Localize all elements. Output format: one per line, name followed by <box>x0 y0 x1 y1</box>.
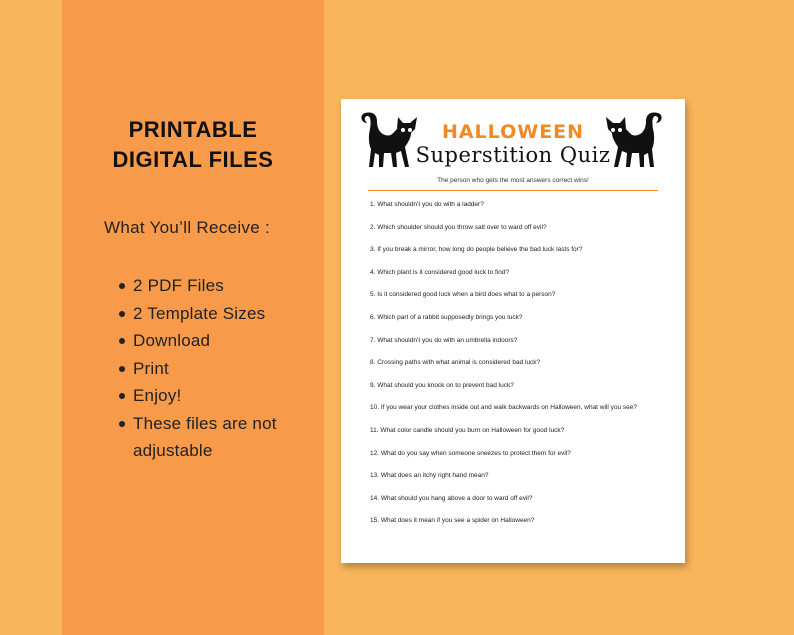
feature-item: Print <box>118 355 323 383</box>
question-item: 3. If you break a mirror, how long do people believe the bad luck lasts for? <box>370 246 583 254</box>
receive-label: What You’ll Receive : <box>104 218 270 237</box>
feature-item: Enjoy! <box>118 382 323 410</box>
product-heading <box>62 115 324 175</box>
question-item: 8. Crossing paths with what animal is considered bad luck? <box>370 359 541 367</box>
title-divider <box>368 190 658 191</box>
question-list <box>370 200 637 539</box>
question-item: 6. Which part of a rabbit supposedly brings you luck? <box>370 313 523 321</box>
question-item: 12. What do you say when someone sneezes to protect them for evil? <box>370 449 571 457</box>
question-item: 1. What shouldn’t you do with a ladder? <box>370 201 484 208</box>
left-panel <box>62 0 324 635</box>
feature-item: Download <box>118 327 323 355</box>
feature-item: 2 Template Sizes <box>118 300 323 328</box>
heading-line-1: PRINTABLE <box>128 117 258 142</box>
feature-item: These files are not adjustable <box>118 410 323 465</box>
question-item: 2. Which shoulder should you throw salt over to ward off evil? <box>370 223 547 231</box>
question-item: 14. What should you hang above a door to ward off evil? <box>370 494 533 502</box>
feature-list <box>118 272 323 465</box>
quiz-subtitle: The person who gets the most answers correct wins! <box>437 177 589 184</box>
question-item: 7. What shouldn’t you do with an umbrella indoors? <box>370 336 518 344</box>
heading-line-2: DIGITAL FILES <box>112 147 274 172</box>
question-item: 9. What should you knock on to prevent bad luck? <box>370 381 514 389</box>
question-item: 15. What does it mean if you see a spider on Halloween? <box>370 517 535 525</box>
quiz-title-bottom: Superstition Quiz <box>415 143 611 167</box>
question-item: 10. If you wear your clothes inside out and walk backwards on Halloween, what will you see? <box>370 404 638 412</box>
quiz-sheet <box>341 99 685 563</box>
quiz-title-top: HALLOWEEN <box>441 121 585 143</box>
feature-item: 2 PDF Files <box>118 272 323 300</box>
question-item: 5. Is it considered good luck when a bird does what to a person? <box>370 291 556 299</box>
question-item: 11. What color candle should you burn on Halloween for good luck? <box>370 426 565 434</box>
question-item: 4. Which plant is it considered good luck to find? <box>370 268 510 276</box>
question-item: 13. What does an itchy right hand mean? <box>370 472 489 480</box>
